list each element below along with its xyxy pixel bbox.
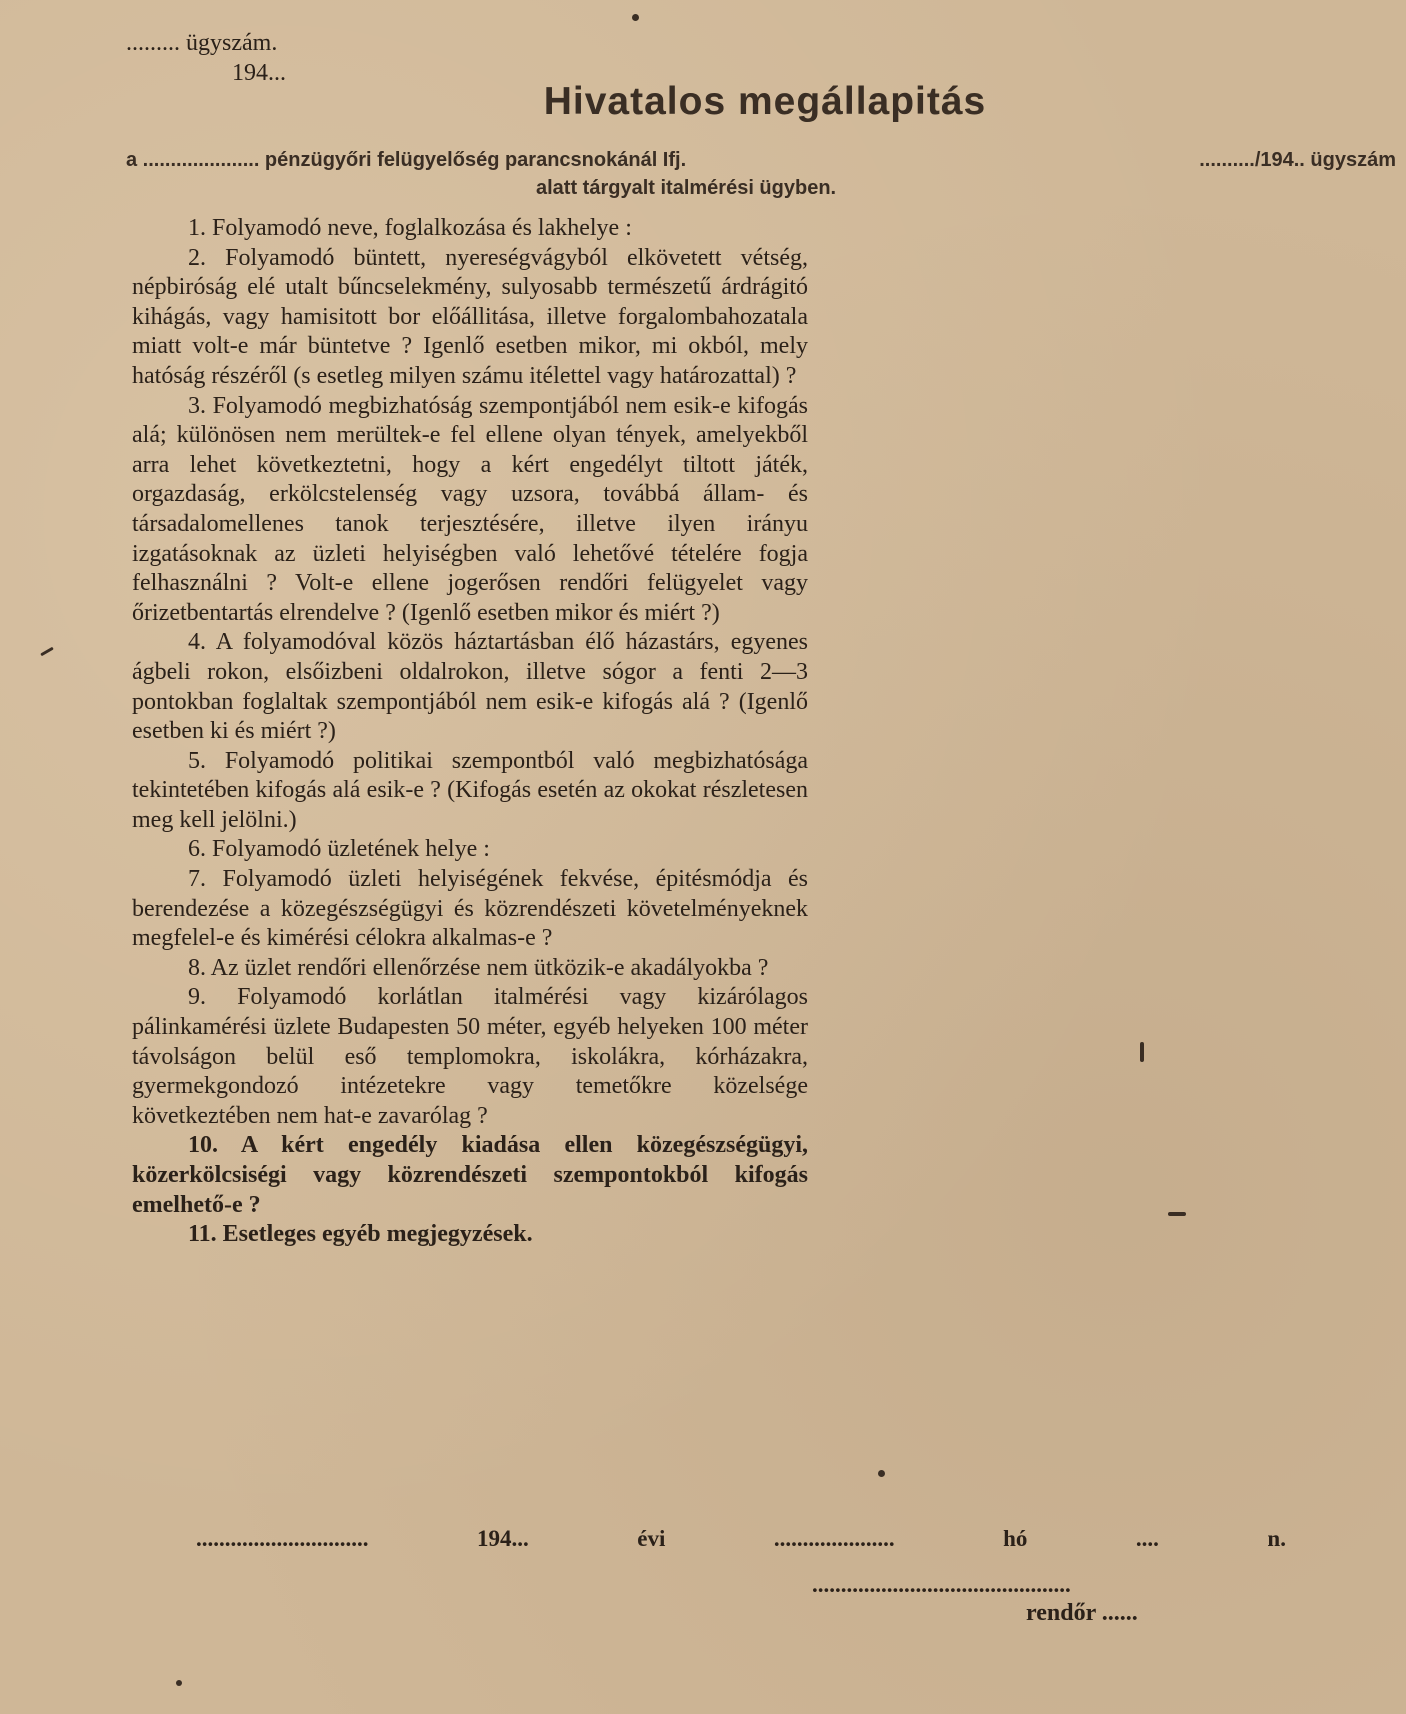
date-ho: hó <box>1003 1526 1028 1551</box>
question-item: 10. A kért engedély kiadása ellen közegészségügyi, közerkölcsiségi vagy közrendészeti szempontokból kifogás emelhető-e ? <box>132 1132 808 1218</box>
ink-speck <box>878 1470 885 1477</box>
date-evi: évi <box>637 1526 666 1551</box>
ink-speck <box>632 14 639 21</box>
date-year: 194... <box>477 1526 529 1551</box>
question-item: 4. A folyamodóval közös háztartásban élő házastárs, egyenes ágbeli rokon, elsőizbeni oldalrokon, illetve sógor a fenti 2—3 pontokban foglaltak szempontjából nem esik-e kifogás alá ? (Igenlő esetben ki és miért ?) <box>132 629 808 745</box>
subtitle <box>126 146 1396 202</box>
case-number: ......... ügyszám. <box>126 30 278 56</box>
signature-dots: ............................................. <box>812 1572 1071 1597</box>
ink-speck <box>1168 1212 1186 1216</box>
place-dots: .............................. <box>196 1526 369 1551</box>
case-year: 194... <box>232 60 286 86</box>
question-item: 2. Folyamodó büntett, nyereségvágyból elkövetett vétség, népbiróság elé utalt bűncselekmény, sulyosabb természetű árdrágitó kihágás, vagy hamisitott bor előállitása, illetve forgalombahozatala miatt volt-e már büntetve ? Igenlő esetben mikor, mi okból, mely hatóság részéről (s esetleg milyen számu itélettel vagy határozattal) ? <box>132 244 808 389</box>
ink-speck <box>1140 1042 1144 1062</box>
ink-speck <box>40 647 54 657</box>
questions-list <box>132 214 808 1250</box>
question-item: 3. Folyamodó megbizhatóság szempontjából nem esik-e kifogás alá; különösen nem merültek-e fel ellene olyan tények, amelyekből arra lehet következtetni, hogy a kért engedélyt tiltott játék, orgazdaság, erkölcstelenség vagy uzsora, továbbá állam- és társadalomellenes tanok terjesztésére, illetve ilyen irányu izgatásoknak az üzleti helyiségben való lehetővé tételére fogja felhasználni ? Volt-e ellene jogerősen rendőri felügyelet vagy őrizetbentartás elrendelve ? (Igenlő esetben mikor és miért ?) <box>132 392 808 626</box>
subtitle-line2: alatt tárgyalt italmérési ügyben. <box>536 177 837 199</box>
question-item: 11. Esetleges egyéb megjegyzések. <box>188 1221 533 1248</box>
page-title: Hivatalos megállapitás <box>543 80 987 123</box>
subtitle-line1-left: a ..................... pénzügyőri felügyelőség parancsnokánál Ifj. <box>126 149 687 171</box>
date-n: n. <box>1267 1526 1286 1551</box>
question-item: 9. Folyamodó korlátlan italmérési vagy kizárólagos pálinkamérési üzlete Budapesten 50 méter, egyéb helyeken 100 méter távolságon belül eső templomokra, iskolákra, kórházakra, gyermekgondozó intézetekre vagy temetőkre közelsége következtében nem hat-e zavarólag ? <box>132 984 808 1129</box>
question-item: 7. Folyamodó üzleti helyiségének fekvése, épitésmódja és berendezése a közegészségügyi és közrendészeti követelményeknek megfelel-e és kimérési célokra alkalmas-e ? <box>132 866 808 952</box>
question-item: 6. Folyamodó üzletének helye : <box>188 836 490 863</box>
question-item: 1. Folyamodó neve, foglalkozása és lakhelye : <box>188 215 632 241</box>
day-dots: .... <box>1135 1526 1159 1551</box>
question-item: 8. Az üzlet rendőri ellenőrzése nem ütközik-e akadályokba ? <box>188 954 769 981</box>
case-header <box>126 28 286 88</box>
ink-speck <box>176 1680 182 1686</box>
month-dots: ..................... <box>773 1526 895 1551</box>
question-item: 5. Folyamodó politikai szempontból való megbizhatósága tekintetében kifogás alá esik-e ? (Kifogás esetén az okokat részletesen meg kell jelölni.) <box>132 747 808 833</box>
subtitle-line1-right: ........../194.. ügyszám <box>1199 149 1396 171</box>
signature-label: rendőr ...... <box>1026 1600 1138 1626</box>
date-line <box>196 1526 1286 1552</box>
